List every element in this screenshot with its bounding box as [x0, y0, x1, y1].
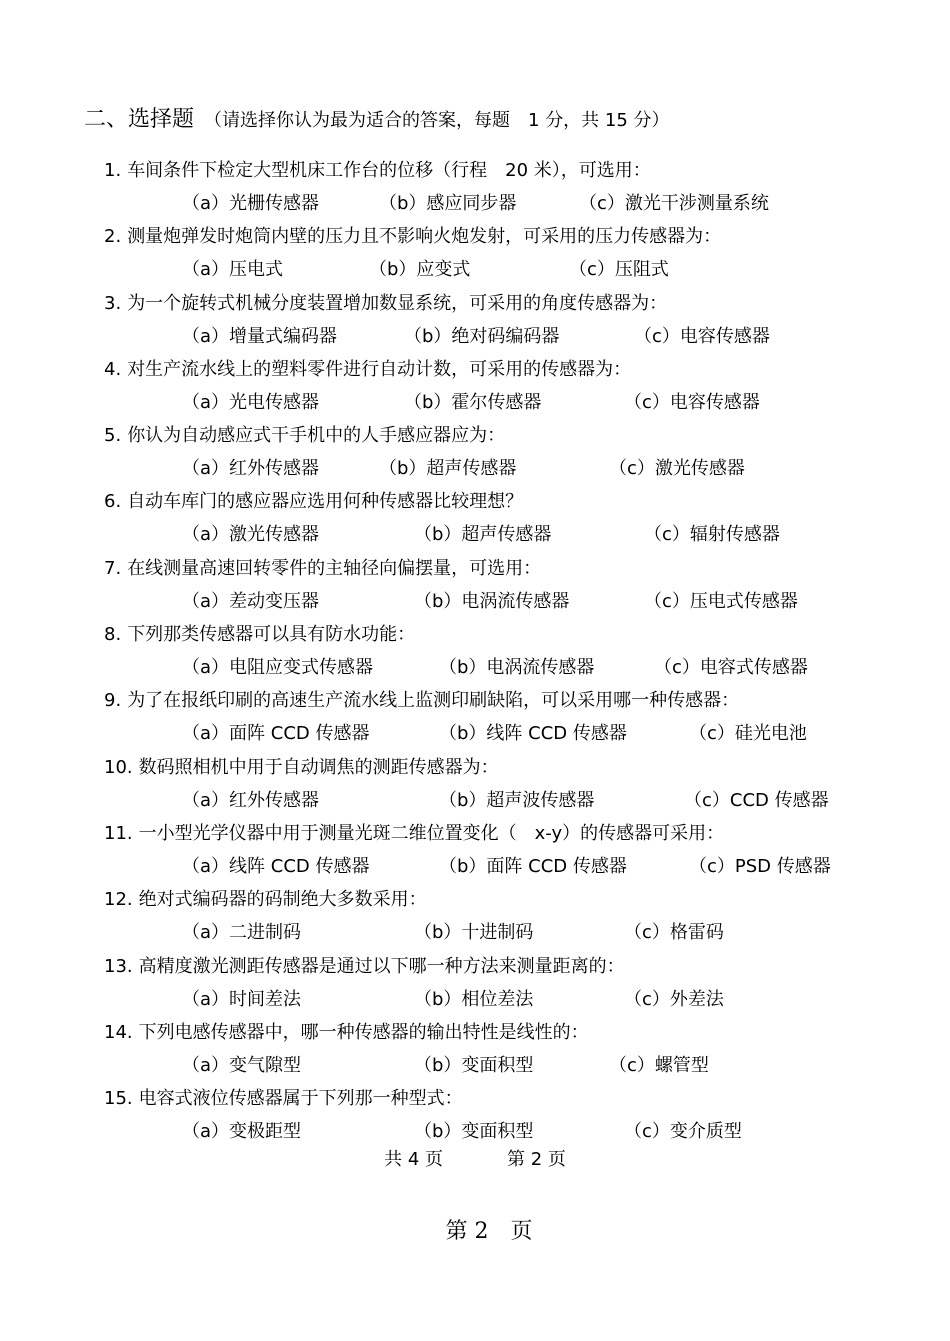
option-b: （b）超声传感器	[414, 524, 552, 546]
answer-options	[104, 585, 924, 618]
option-a: （a）电阻应变式传感器	[182, 657, 374, 679]
answer-options	[104, 386, 924, 419]
question-item	[104, 419, 924, 485]
option-b: （b）电涡流传感器	[414, 590, 570, 612]
option-b: （b）变面积型	[414, 1121, 534, 1143]
question-number: 4.	[104, 358, 122, 380]
current-page: 第 2 页	[507, 1149, 566, 1170]
question-stem	[104, 751, 924, 784]
option-a: （a）红外传感器	[182, 458, 320, 480]
answer-options	[104, 983, 924, 1016]
answer-options	[104, 253, 924, 286]
question-stem	[104, 220, 924, 253]
question-text: 一小型光学仪器中用于测量光斑二维位置变化（ x-y）的传感器可采用：	[138, 822, 725, 844]
option-c: （c）压阻式	[569, 259, 669, 281]
answer-options	[104, 850, 924, 883]
option-a: （a）二进制码	[182, 922, 302, 944]
question-item	[104, 883, 924, 949]
question-stem	[104, 883, 924, 916]
question-item	[104, 485, 924, 551]
option-c: （c）压电式传感器	[644, 590, 798, 612]
question-text: 为了在报纸印刷的高速生产流水线上监测印刷缺陷，可以采用哪一种传感器：	[127, 690, 740, 712]
option-c: （c）PSD 传感器	[689, 855, 831, 877]
question-number: 10.	[104, 756, 133, 778]
option-c: （c）激光传感器	[609, 458, 745, 480]
total-pages: 共 4 页	[384, 1149, 443, 1170]
question-item	[104, 950, 924, 1016]
question-stem	[104, 817, 924, 850]
question-text: 在线测量高速回转零件的主轴径向偏摆量，可选用：	[127, 557, 542, 579]
question-stem	[104, 287, 924, 320]
answer-options	[104, 651, 924, 684]
question-number: 2.	[104, 226, 122, 248]
option-a: （a）线阵 CCD 传感器	[182, 855, 370, 877]
option-b: （b）超声传感器	[379, 458, 517, 480]
question-number: 7.	[104, 557, 122, 579]
question-text: 下列那类传感器可以具有防水功能：	[127, 624, 416, 646]
option-c: （c）激光干涉测量系统	[579, 193, 769, 214]
question-text: 绝对式编码器的码制绝大多数采用：	[138, 889, 427, 911]
question-number: 5.	[104, 425, 122, 447]
option-a: （a）压电式	[182, 259, 284, 281]
option-a: （a）光电传感器	[182, 391, 320, 413]
question-item	[104, 751, 924, 817]
question-text: 你认为自动感应式干手机中的人手感应器应为：	[127, 425, 506, 447]
question-item	[104, 154, 924, 220]
option-b: （b）应变式	[369, 259, 471, 281]
question-stem	[104, 1082, 924, 1115]
answer-options	[104, 1115, 924, 1148]
question-stem	[104, 552, 924, 585]
page-footer	[0, 1146, 950, 1174]
question-stem	[104, 485, 924, 518]
option-a: （a）变气隙型	[182, 1054, 302, 1076]
option-c: （c）变介质型	[624, 1121, 742, 1143]
option-a: （a）增量式编码器	[182, 325, 338, 347]
section-title: 二、选择题	[84, 107, 195, 132]
page-number: 第 2 页	[445, 1219, 533, 1244]
question-number: 9.	[104, 690, 122, 712]
question-text: 对生产流水线上的塑料零件进行自动计数，可采用的传感器为：	[127, 358, 632, 380]
option-b: （b）面阵 CCD 传感器	[439, 855, 627, 877]
option-a: （a）面阵 CCD 传感器	[182, 723, 370, 745]
answer-options	[104, 717, 924, 750]
answer-options	[104, 452, 924, 485]
question-item	[104, 684, 924, 750]
section-instructions: （请选择你认为最为适合的答案，每题 1 分，共 15 分）	[204, 110, 670, 131]
question-number: 1.	[104, 160, 122, 181]
option-a: （a）变极距型	[182, 1121, 302, 1143]
question-stem	[104, 684, 924, 717]
question-item	[104, 1016, 924, 1082]
question-number: 11.	[104, 822, 133, 844]
option-c: （c）电容式传感器	[654, 657, 808, 679]
question-number: 12.	[104, 889, 133, 911]
question-stem	[104, 1016, 924, 1049]
question-number: 13.	[104, 955, 133, 977]
option-c: （c）CCD 传感器	[684, 789, 829, 811]
question-number: 14.	[104, 1021, 133, 1043]
option-c: （c）电容传感器	[634, 325, 770, 347]
option-b: （b）变面积型	[414, 1054, 534, 1076]
question-item	[104, 287, 924, 353]
option-b: （b）线阵 CCD 传感器	[439, 723, 627, 745]
question-item	[104, 552, 924, 618]
option-c: （c）外差法	[624, 988, 724, 1010]
option-b: （b）感应同步器	[379, 193, 517, 214]
question-text: 测量炮弹发时炮筒内壁的压力且不影响火炮发射，可采用的压力传感器为：	[127, 226, 722, 248]
question-text: 数码照相机中用于自动调焦的测距传感器为：	[138, 756, 499, 778]
answer-options	[104, 784, 924, 817]
answer-options	[104, 1049, 924, 1082]
question-item	[104, 618, 924, 684]
option-c: （c）螺管型	[609, 1054, 709, 1076]
option-a: （a）红外传感器	[182, 789, 320, 811]
question-item	[104, 817, 924, 883]
question-item	[104, 1082, 924, 1148]
option-b: （b）霍尔传感器	[404, 391, 542, 413]
question-text: 车间条件下检定大型机床工作台的位移（行程 20 米），可选用：	[127, 160, 651, 181]
section-heading	[84, 104, 670, 137]
option-c: （c）硅光电池	[689, 723, 807, 745]
option-c: （c）电容传感器	[624, 391, 760, 413]
answer-options	[104, 916, 924, 949]
option-a: （a）激光传感器	[182, 524, 320, 546]
question-stem	[104, 419, 924, 452]
question-number: 3.	[104, 292, 122, 314]
question-stem	[104, 353, 924, 386]
option-b: （b）电涡流传感器	[439, 657, 595, 679]
question-number: 15.	[104, 1088, 133, 1110]
answer-options	[104, 518, 924, 551]
answer-options	[104, 320, 924, 353]
question-stem	[104, 154, 924, 187]
option-b: （b）绝对码编码器	[404, 325, 560, 347]
option-c: （c）格雷码	[624, 922, 724, 944]
question-text: 下列电感传感器中，哪一种传感器的输出特性是线性的：	[138, 1021, 589, 1043]
answer-options	[104, 187, 924, 220]
question-list	[104, 154, 924, 1148]
option-a: （a）光栅传感器	[182, 193, 320, 214]
option-a: （a）时间差法	[182, 988, 302, 1010]
question-stem	[104, 950, 924, 983]
question-item	[104, 220, 924, 286]
option-a: （a）差动变压器	[182, 590, 320, 612]
question-text: 高精度激光测距传感器是通过以下哪一种方法来测量距离的：	[138, 955, 625, 977]
option-c: （c）辐射传感器	[644, 524, 780, 546]
question-number: 8.	[104, 624, 122, 646]
question-text: 为一个旋转式机械分度装置增加数显系统，可采用的角度传感器为：	[127, 292, 668, 314]
question-stem	[104, 618, 924, 651]
question-item	[104, 353, 924, 419]
question-text: 自动车库门的感应器应选用何种传感器比较理想？	[127, 491, 524, 513]
option-b: （b）十进制码	[414, 922, 534, 944]
question-number: 6.	[104, 491, 122, 513]
question-text: 电容式液位传感器属于下列那一种型式：	[138, 1088, 463, 1110]
option-b: （b）相位差法	[414, 988, 534, 1010]
option-b: （b）超声波传感器	[439, 789, 595, 811]
